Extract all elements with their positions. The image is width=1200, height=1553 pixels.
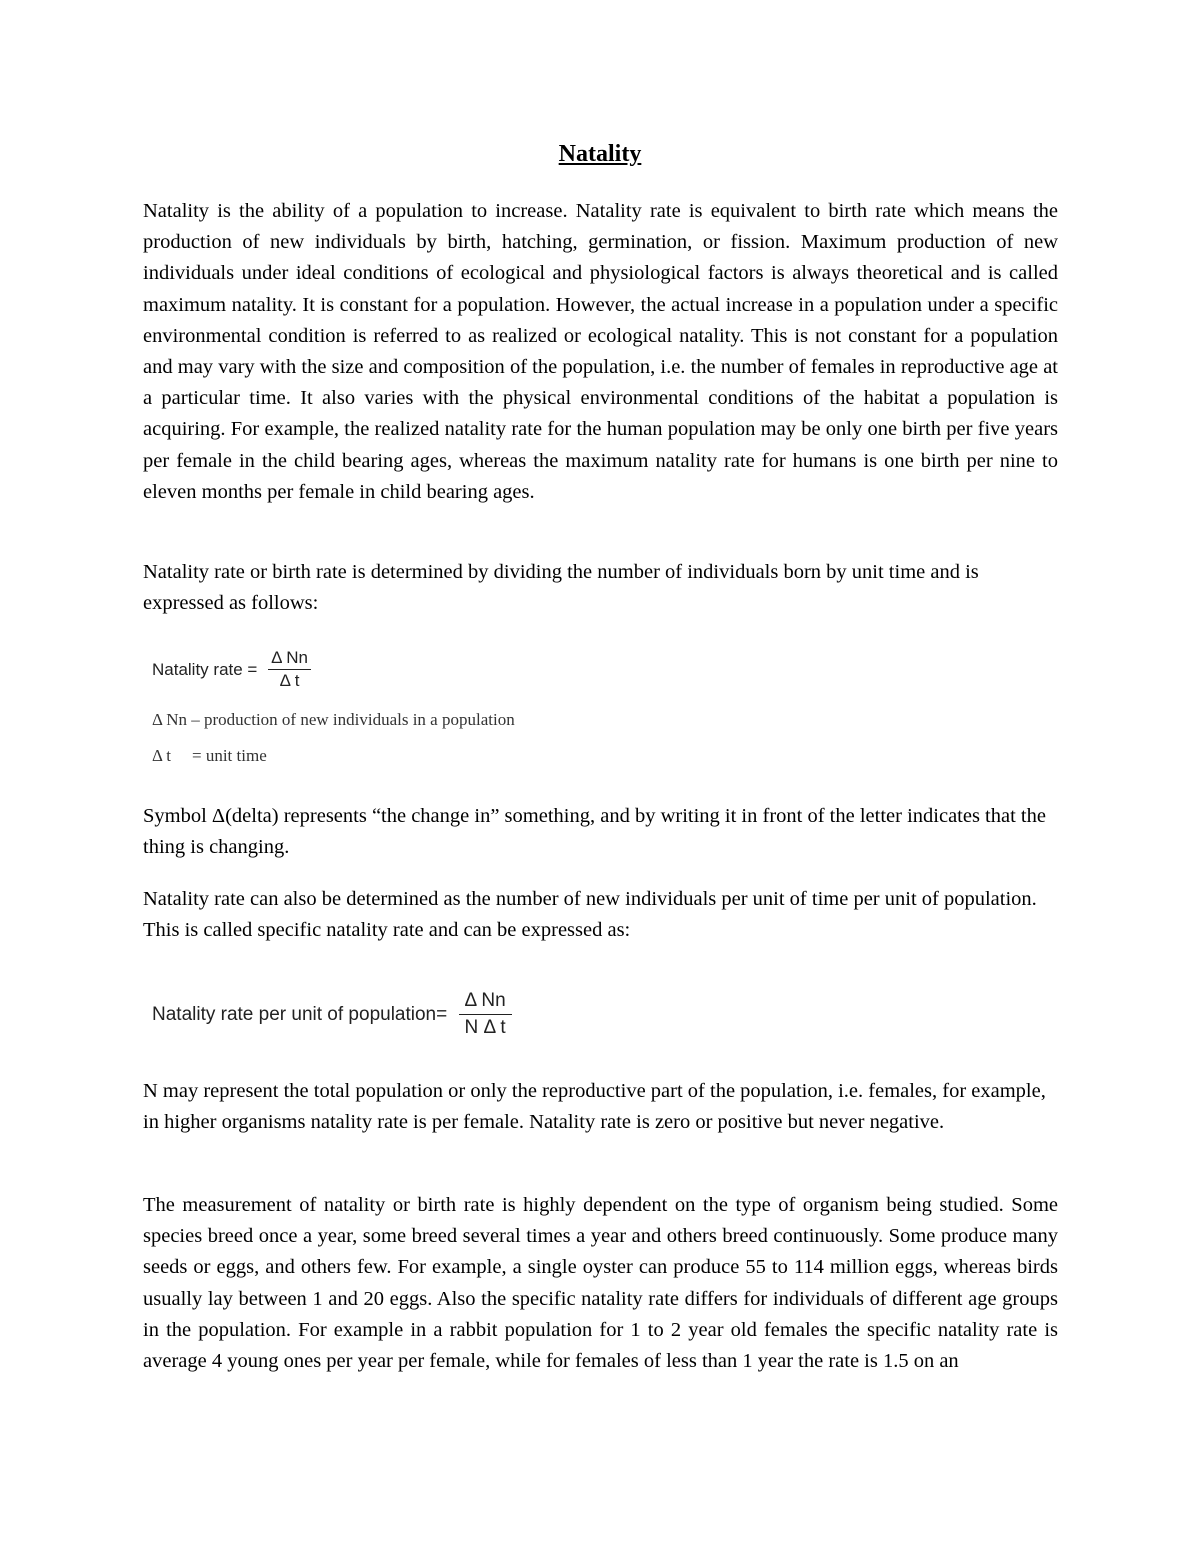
formula-specific-natality-rate bbox=[152, 990, 512, 1039]
paragraph-definition: Natality is the ability of a population to increase. Natality rate is equivalent to birth rate which means the production of new individuals by birth, hatching, germination, or fission. Maximum production of new individuals under ideal conditions of ecological and physiological factors is always theoretical and is called maximum natality. It is constant for a population. However, the actual increase in a population under a specific environmental condition is referred to as realized or ecological natality. This is not constant for a population and may vary with the size and composition of the population, i.e. the number of females in reproductive age at a particular time. It also varies with the physical environmental conditions of the habitat a population is acquiring. For example, the realized natality rate for the human population may be only one birth per five years per female in the child bearing ages, whereas the maximum natality rate for humans is one birth per nine to eleven months per female in child bearing ages. bbox=[143, 200, 1058, 503]
definition-delta-t bbox=[152, 746, 267, 766]
paragraph-n-meaning: N may represent the total population or only the reproductive part of the population, i.e. females, for example, in higher organisms natality rate is per female. Natality rate is zero or positive but never negative. bbox=[143, 1080, 1046, 1134]
paragraph-birth-rate: Natality rate or birth rate is determined by dividing the number of individuals born by unit time and is expressed as follows: bbox=[143, 561, 979, 615]
formula-fraction bbox=[459, 990, 512, 1039]
definition-symbol: Δ t bbox=[152, 746, 171, 765]
definition-text: = unit time bbox=[192, 746, 267, 765]
formula-denominator: N Δ t bbox=[464, 1017, 506, 1038]
formula-fraction bbox=[268, 648, 311, 691]
formula-numerator: Δ Nn bbox=[459, 990, 512, 1015]
formula-numerator: Δ Nn bbox=[268, 648, 311, 670]
page-title: Natality bbox=[558, 141, 642, 167]
formula-label: Natality rate = bbox=[152, 659, 258, 679]
formula-denominator: Δ t bbox=[279, 671, 300, 690]
formula-label: Natality rate per unit of population= bbox=[152, 1003, 448, 1025]
paragraph-measurement: The measurement of natality or birth rate is highly dependent on the type of organism being studied. Some species breed once a year, some breed several times a year and others breed continuously. Some produce many seeds or eggs, and others few. For example, a single oyster can produce 55 to 114 million eggs, whereas birds usually lay between 1 and 20 eggs. Also the specific natality rate differs for individuals of different age groups in the population. For example in a rabbit population for 1 to 2 year old females the specific natality rate is average 4 young ones per year per female, while for females of less than 1 year the rate is 1.5 on an bbox=[143, 1194, 1058, 1373]
paragraph-delta-symbol: Symbol Δ(delta) represents “the change in” something, and by writing it in front of the letter indicates that the thing is changing. bbox=[143, 805, 1046, 859]
definition-delta-nn: Δ Nn – production of new individuals in a population bbox=[152, 710, 515, 729]
formula-natality-rate bbox=[152, 648, 311, 691]
paragraph-specific-natality: Natality rate can also be determined as the number of new individuals per unit of time per unit of population. This is called specific natality rate and can be expressed as: bbox=[143, 888, 1037, 942]
